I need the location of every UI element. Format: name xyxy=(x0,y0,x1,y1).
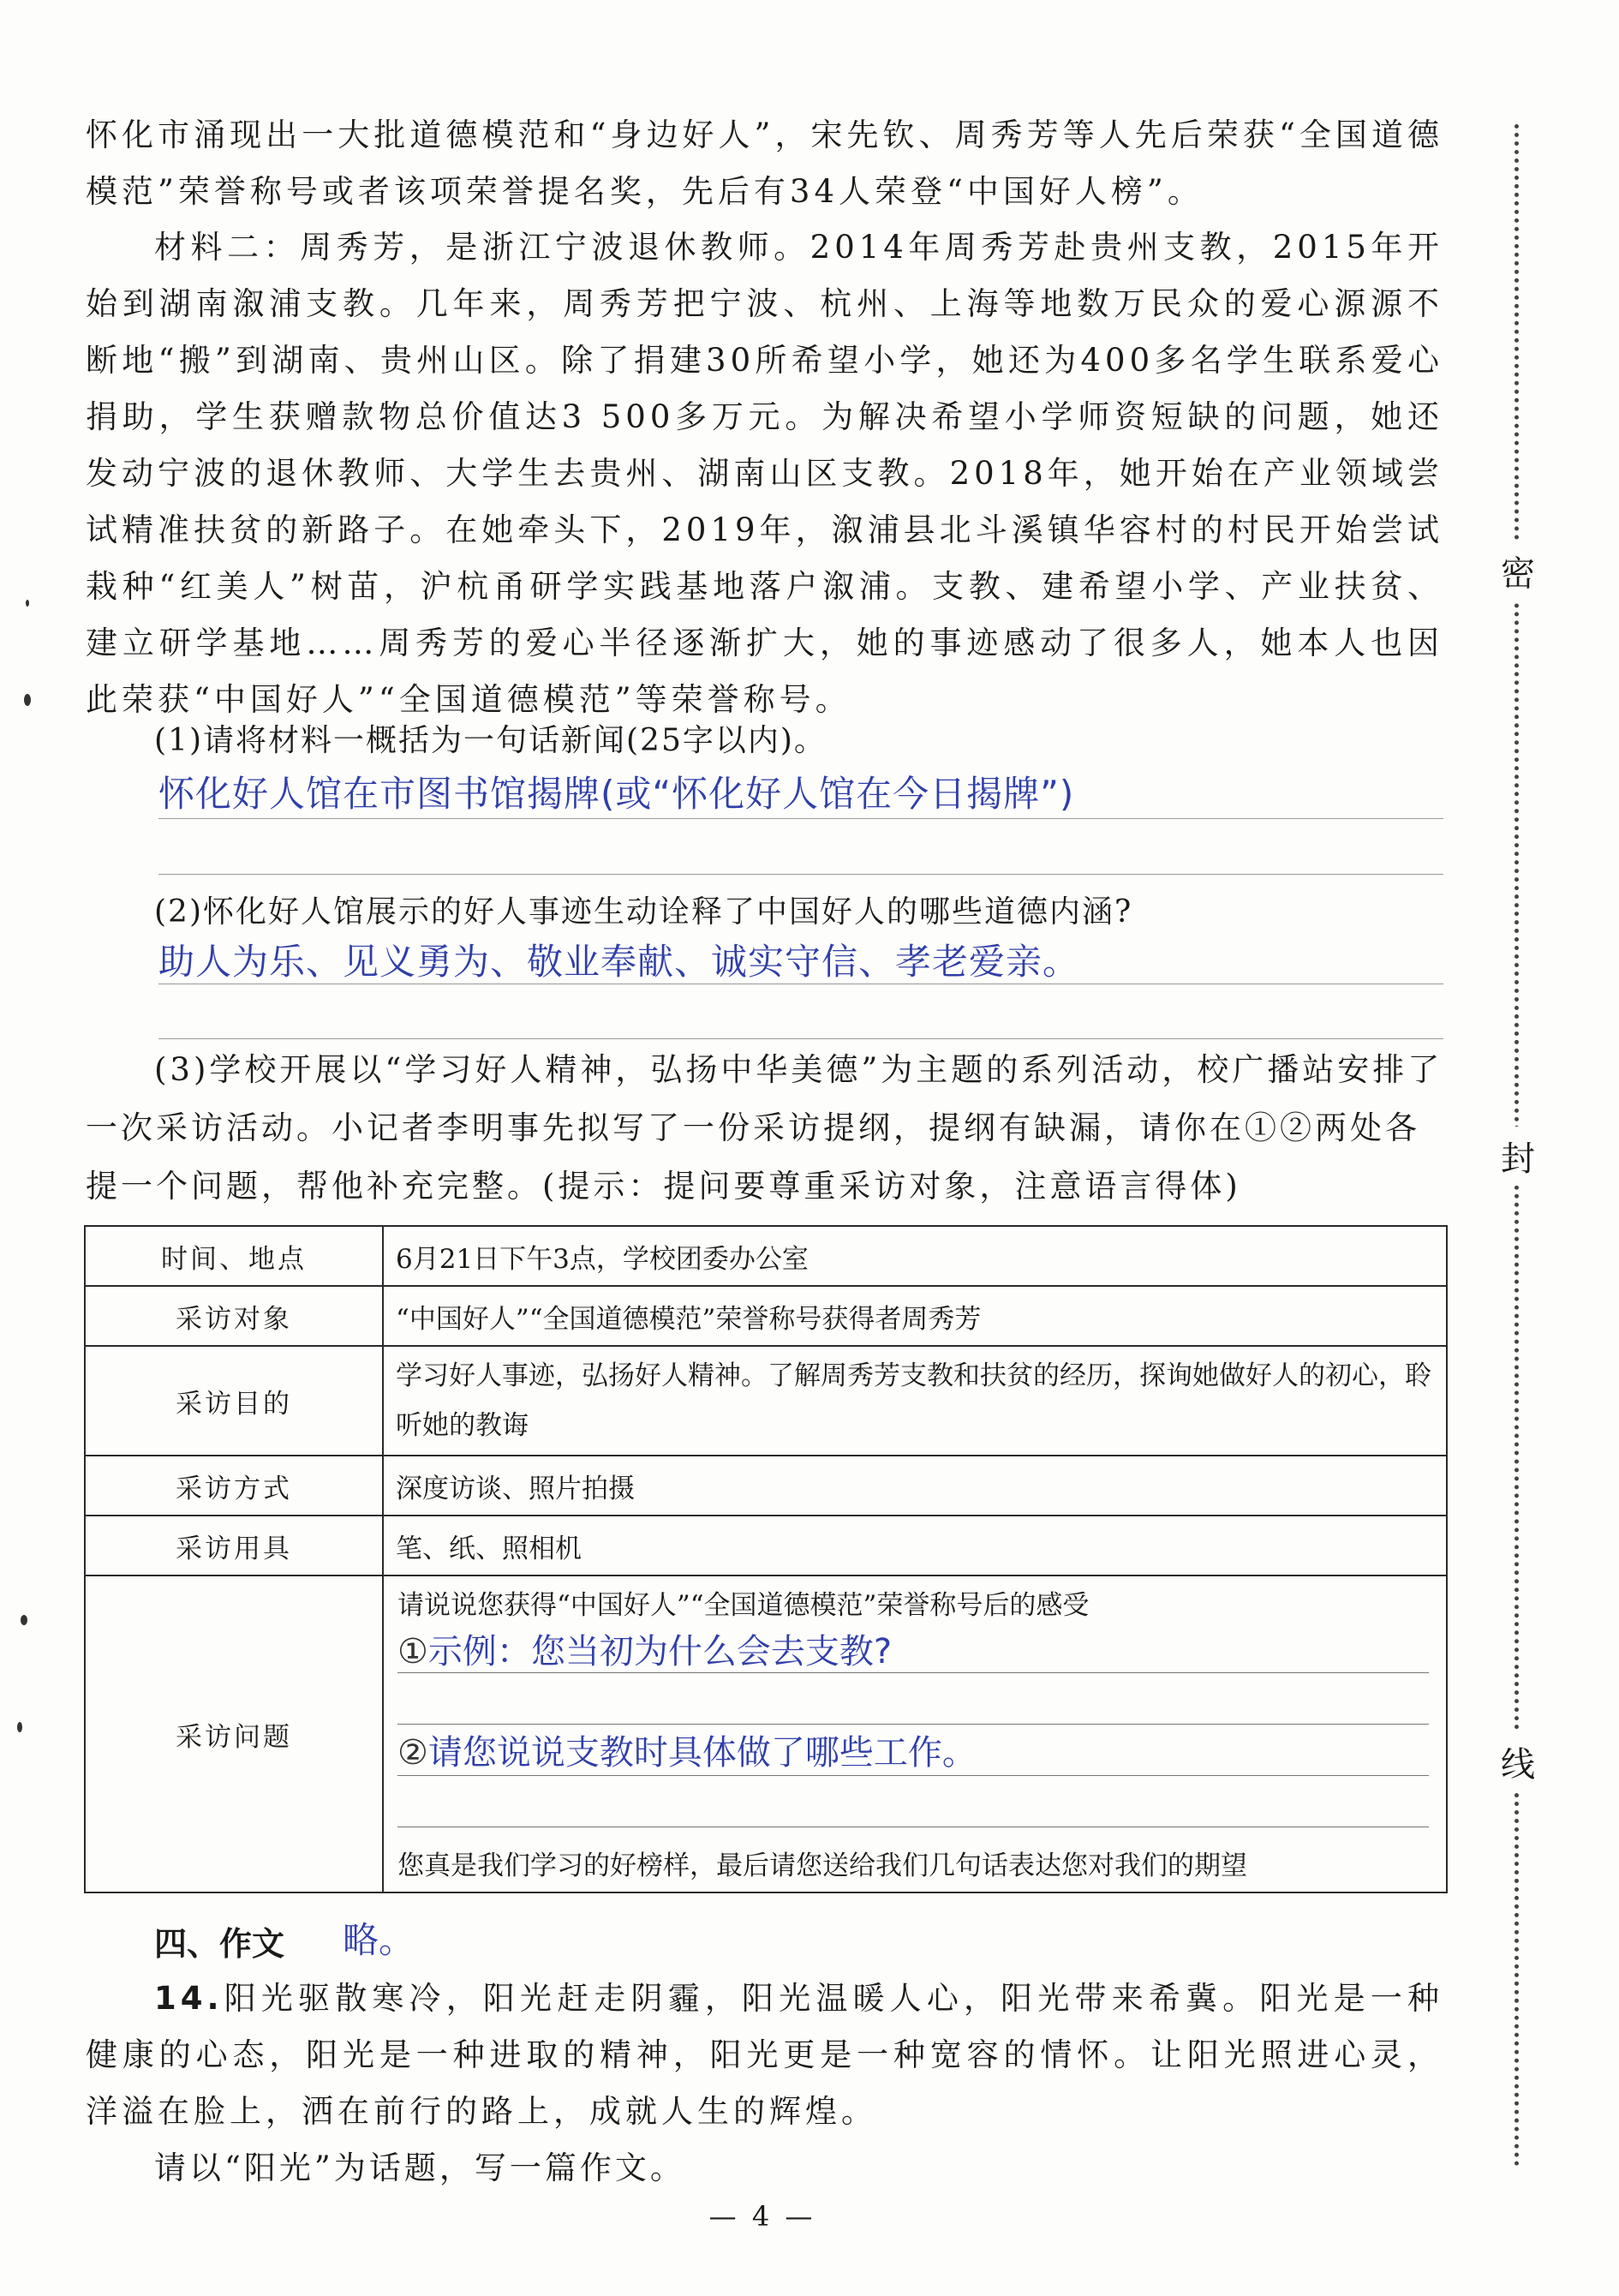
row-content: 深度访谈、照片拍摄 xyxy=(383,1456,1447,1516)
interview-outline-table xyxy=(84,1225,1448,1893)
table-row-problems xyxy=(85,1576,1447,1892)
row-content: 笔、纸、照相机 xyxy=(383,1516,1447,1576)
row-label: 时间、地点 xyxy=(85,1226,383,1286)
problem-first: 请说说您获得“中国好人”“全国道德模范”荣誉称号后的感受 xyxy=(397,1590,1090,1621)
section-4-title: 四、作文 xyxy=(154,1925,285,1963)
blank-2-answer: 请您说说支教时具体做了哪些工作。 xyxy=(427,1733,977,1773)
table-row xyxy=(85,1346,1447,1456)
table-row xyxy=(85,1516,1447,1576)
row-label: 采访对象 xyxy=(85,1286,383,1346)
binding-char-fold: 封 xyxy=(1501,1127,1535,1186)
binding-char-seal: 密 xyxy=(1501,541,1535,601)
material1-ending: 怀化市涌现出一大批道德模范和“身边好人”，宋先钦、周秀芳等人先后荣获“全国道德模范”荣誉称号或者该项荣誉提名奖，先后有34人荣登“中国好人榜”。 xyxy=(86,117,1443,210)
blank-1-number: ① xyxy=(397,1632,428,1671)
answer-line xyxy=(397,1775,1429,1776)
answer-line xyxy=(158,874,1443,875)
blank-1-answer: 示例：您当初为什么会去支教? xyxy=(427,1632,893,1671)
question-3: (3)学校开展以“学习好人精神，弘扬中华美德”为主题的系列活动，校广播站安排了一次采访活动。小记者李明事先拟写了一份采访提纲，提纲有缺漏，请你在①②两处各提一个问题，帮他补充完整。(提示：提问要尊重采访对象，注意语言得体) xyxy=(86,1051,1443,1205)
row-label: 采访问题 xyxy=(85,1576,383,1892)
row-content: 学习好人事迹，弘扬好人精神。了解周秀芳支教和扶贫的经历，探询她做好人的初心，聆听她的教诲 xyxy=(383,1346,1447,1456)
scan-speck xyxy=(24,694,31,706)
table-row xyxy=(85,1286,1447,1346)
question-14-number: 14. xyxy=(154,1980,224,2017)
answer-line xyxy=(397,1672,1429,1673)
row-content: 6月21日下午3点，学校团委办公室 xyxy=(383,1226,1447,1286)
scan-speck xyxy=(17,1722,22,1732)
answer-1: 怀化好人馆在市图书馆揭牌(或“怀化好人馆在今日揭牌”) xyxy=(158,773,1075,815)
problem-blank-1 xyxy=(397,1624,892,1673)
row-label: 采访方式 xyxy=(85,1456,383,1516)
problem-box xyxy=(384,1576,1446,1892)
row-label: 采访目的 xyxy=(85,1346,383,1456)
answer-line xyxy=(158,1038,1443,1039)
section-4-answer: 略。 xyxy=(343,1919,415,1961)
answer-line xyxy=(158,818,1443,819)
problem-last: 您真是我们学习的好榜样，最后请您送给我们几句话表达您对我们的期望 xyxy=(397,1851,1247,1881)
row-content: “中国好人”“全国道德模范”荣誉称号获得者周秀芳 xyxy=(383,1286,1447,1346)
question-2: (2)怀化好人馆展示的好人事迹生动诠释了中国好人的哪些道德内涵? xyxy=(154,894,1133,930)
scan-speck xyxy=(26,600,29,607)
scan-speck xyxy=(21,1615,27,1625)
page-number: — 4 — xyxy=(708,2200,816,2233)
question-1: (1)请将材料一概括为一句话新闻(25字以内)。 xyxy=(154,723,827,758)
problem-blank-2 xyxy=(397,1725,977,1774)
row-label: 采访用具 xyxy=(85,1516,383,1576)
answer-2: 助人为乐、见义勇为、敬业奉献、诚实守信、孝老爱亲。 xyxy=(158,941,1080,983)
binding-char-line: 线 xyxy=(1501,1732,1535,1791)
blank-2-number: ② xyxy=(397,1733,428,1773)
material2-paragraph: 材料二：周秀芳，是浙江宁波退休教师。2014年周秀芳赴贵州支教，2015年开始到湖南溆浦支教。几年来，周秀芳把宁波、杭州、上海等地数万民众的爱心源源不断地“搬”到湖南、贵州山区。除了捐建30所希望小学，她还为400多名学生联系爱心捐助，学生获赠款物总价值达3 500多万元。为解决希望小学师资短缺的问题，她还发动宁波的退休教师、大学生去贵州、湖南山区支教。2018年，她开始在产业领域尝试精准扶贫的新路子。在她牵头下，2019年，溆浦县北斗溪镇华容村的村民开始尝试栽种“红美人”树苗，沪杭甬研学实践基地落户溆浦。支教、建希望小学、产业扶贫、建立研学基地……周秀芳的爱心半径逐渐扩大，她的事迹感动了很多人，她本人也因此荣获“中国好人”“全国道德模范”等荣誉称号。 xyxy=(86,229,1443,718)
question-14 xyxy=(86,1970,1443,2140)
answer-line xyxy=(397,1724,1429,1725)
table-row xyxy=(85,1456,1447,1516)
question-14-text: 阳光驱散寒冷，阳光赶走阴霾，阳光温暖人心，阳光带来希冀。阳光是一种健康的心态，阳光是一种进取的精神，阳光更是一种宽容的情怀。让阳光照进心灵，洋溢在脸上，洒在前行的路上，成就人生的辉煌。 xyxy=(86,1980,1443,2130)
table-row xyxy=(85,1226,1447,1286)
essay-prompt: 请以“阳光”为话题，写一篇作文。 xyxy=(154,2150,685,2186)
